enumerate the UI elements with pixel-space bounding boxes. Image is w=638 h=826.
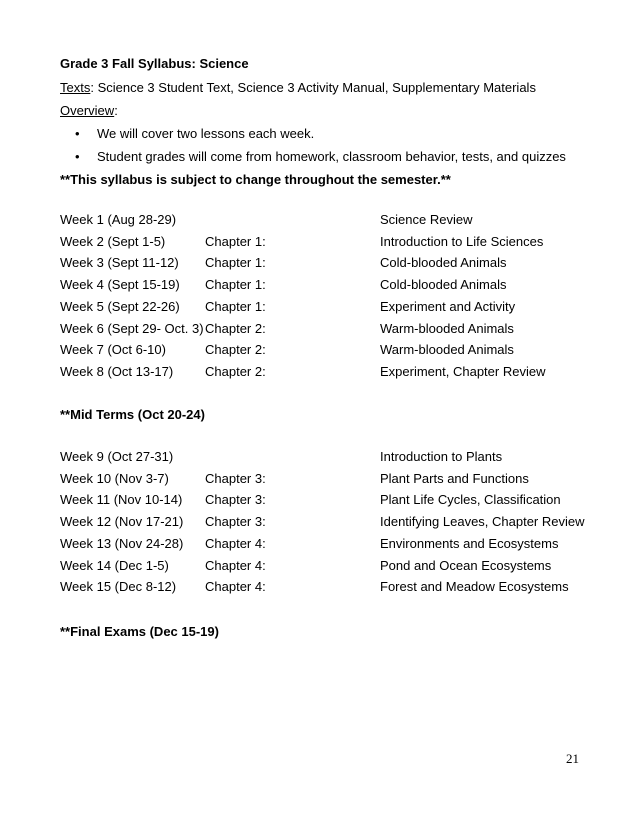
week-cell: Week 8 (Oct 13-17) <box>60 363 174 379</box>
chapter-cell: Chapter 2: <box>205 363 266 379</box>
schedule-row <box>0 299 638 315</box>
chapter-cell: Chapter 4: <box>205 557 266 573</box>
topic-cell: Cold-blooded Animals <box>380 255 507 271</box>
topic-cell: Experiment and Activity <box>380 298 516 314</box>
texts-label: Texts <box>60 80 91 95</box>
week-cell: Week 1 (Aug 28-29) <box>60 212 177 227</box>
schedule-row <box>0 277 638 293</box>
bullet-text: Student grades will come from homework, classroom behavior, tests, and quizzes <box>97 149 566 164</box>
chapter-cell: Chapter 2: <box>205 342 266 358</box>
week-cell: Week 4 (Sept 15-19) <box>60 277 180 293</box>
week-cell: Week 14 (Dec 1-5) <box>60 557 169 573</box>
schedule-row <box>0 579 638 595</box>
overview-line <box>60 103 118 119</box>
schedule-row <box>0 514 638 530</box>
week-cell: Week 2 (Sept 1-5) <box>60 233 166 249</box>
chapter-cell: Chapter 1: <box>205 277 266 293</box>
syllabus-title: Grade 3 Fall Syllabus: Science <box>60 56 249 71</box>
week-cell: Week 7 (Oct 6-10) <box>60 342 166 358</box>
topic-cell: Experiment, Chapter Review <box>380 363 546 379</box>
chapter-cell: Chapter 4: <box>205 535 266 551</box>
texts-line <box>60 80 536 96</box>
schedule-row <box>0 212 638 228</box>
chapter-cell: Chapter 1: <box>205 233 266 249</box>
week-cell: Week 11 (Nov 10-14) <box>60 492 183 508</box>
schedule-row <box>0 558 638 574</box>
week-cell: Week 13 (Nov 24-28) <box>60 535 184 551</box>
topic-cell: Introduction to Life Sciences <box>380 233 544 249</box>
topic-cell: Warm-blooded Animals <box>380 320 514 336</box>
topic-cell: Identifying Leaves, Chapter Review <box>380 514 585 530</box>
schedule-row <box>0 536 638 552</box>
topic-cell: Pond and Ocean Ecosystems <box>380 557 552 573</box>
schedule-row <box>0 234 638 250</box>
topic-cell: Plant Life Cycles, Classification <box>380 492 561 508</box>
chapter-cell: Chapter 2: <box>205 320 266 336</box>
midterms-heading: **Mid Terms (Oct 20-24) <box>60 407 205 422</box>
overview-label: Overview <box>60 103 115 118</box>
topic-cell: Introduction to Plants <box>380 449 503 464</box>
bullet-icon: • <box>75 126 80 141</box>
schedule-row <box>0 321 638 337</box>
topic-cell: Science Review <box>380 212 473 227</box>
schedule-row <box>0 342 638 358</box>
texts-value: : Science 3 Student Text, Science 3 Activity Manual, Supplementary Materials <box>90 80 536 95</box>
bullet-item <box>75 126 314 142</box>
page-number: 21 <box>566 751 579 766</box>
week-cell: Week 9 (Oct 27-31) <box>60 449 174 464</box>
chapter-cell: Chapter 1: <box>205 255 266 271</box>
bullet-text: We will cover two lessons each week. <box>97 126 315 141</box>
week-cell: Week 6 (Sept 29- Oct. 3) <box>60 320 204 336</box>
schedule-row <box>0 449 638 465</box>
finals-heading: **Final Exams (Dec 15-19) <box>60 624 219 639</box>
week-cell: Week 12 (Nov 17-21) <box>60 514 184 530</box>
schedule-row <box>0 471 638 487</box>
syllabus-notice: **This syllabus is subject to change throughout the semester.** <box>60 172 451 187</box>
chapter-cell: Chapter 3: <box>205 492 266 508</box>
week-cell: Week 15 (Dec 8-12) <box>60 579 177 595</box>
chapter-cell: Chapter 3: <box>205 470 266 486</box>
schedule-row <box>0 492 638 508</box>
topic-cell: Warm-blooded Animals <box>380 342 514 358</box>
overview-colon: : <box>114 103 118 118</box>
schedule-row <box>0 255 638 271</box>
schedule-row <box>0 364 638 380</box>
bullet-icon: • <box>75 149 80 164</box>
week-cell: Week 3 (Sept 11-12) <box>60 255 179 271</box>
chapter-cell: Chapter 3: <box>205 514 266 530</box>
topic-cell: Environments and Ecosystems <box>380 535 559 551</box>
chapter-cell: Chapter 1: <box>205 298 266 314</box>
week-cell: Week 10 (Nov 3-7) <box>60 470 169 486</box>
week-cell: Week 5 (Sept 22-26) <box>60 298 180 314</box>
bullet-item <box>75 149 566 165</box>
topic-cell: Cold-blooded Animals <box>380 277 507 293</box>
topic-cell: Plant Parts and Functions <box>380 470 529 486</box>
topic-cell: Forest and Meadow Ecosystems <box>380 579 569 595</box>
chapter-cell: Chapter 4: <box>205 579 266 595</box>
